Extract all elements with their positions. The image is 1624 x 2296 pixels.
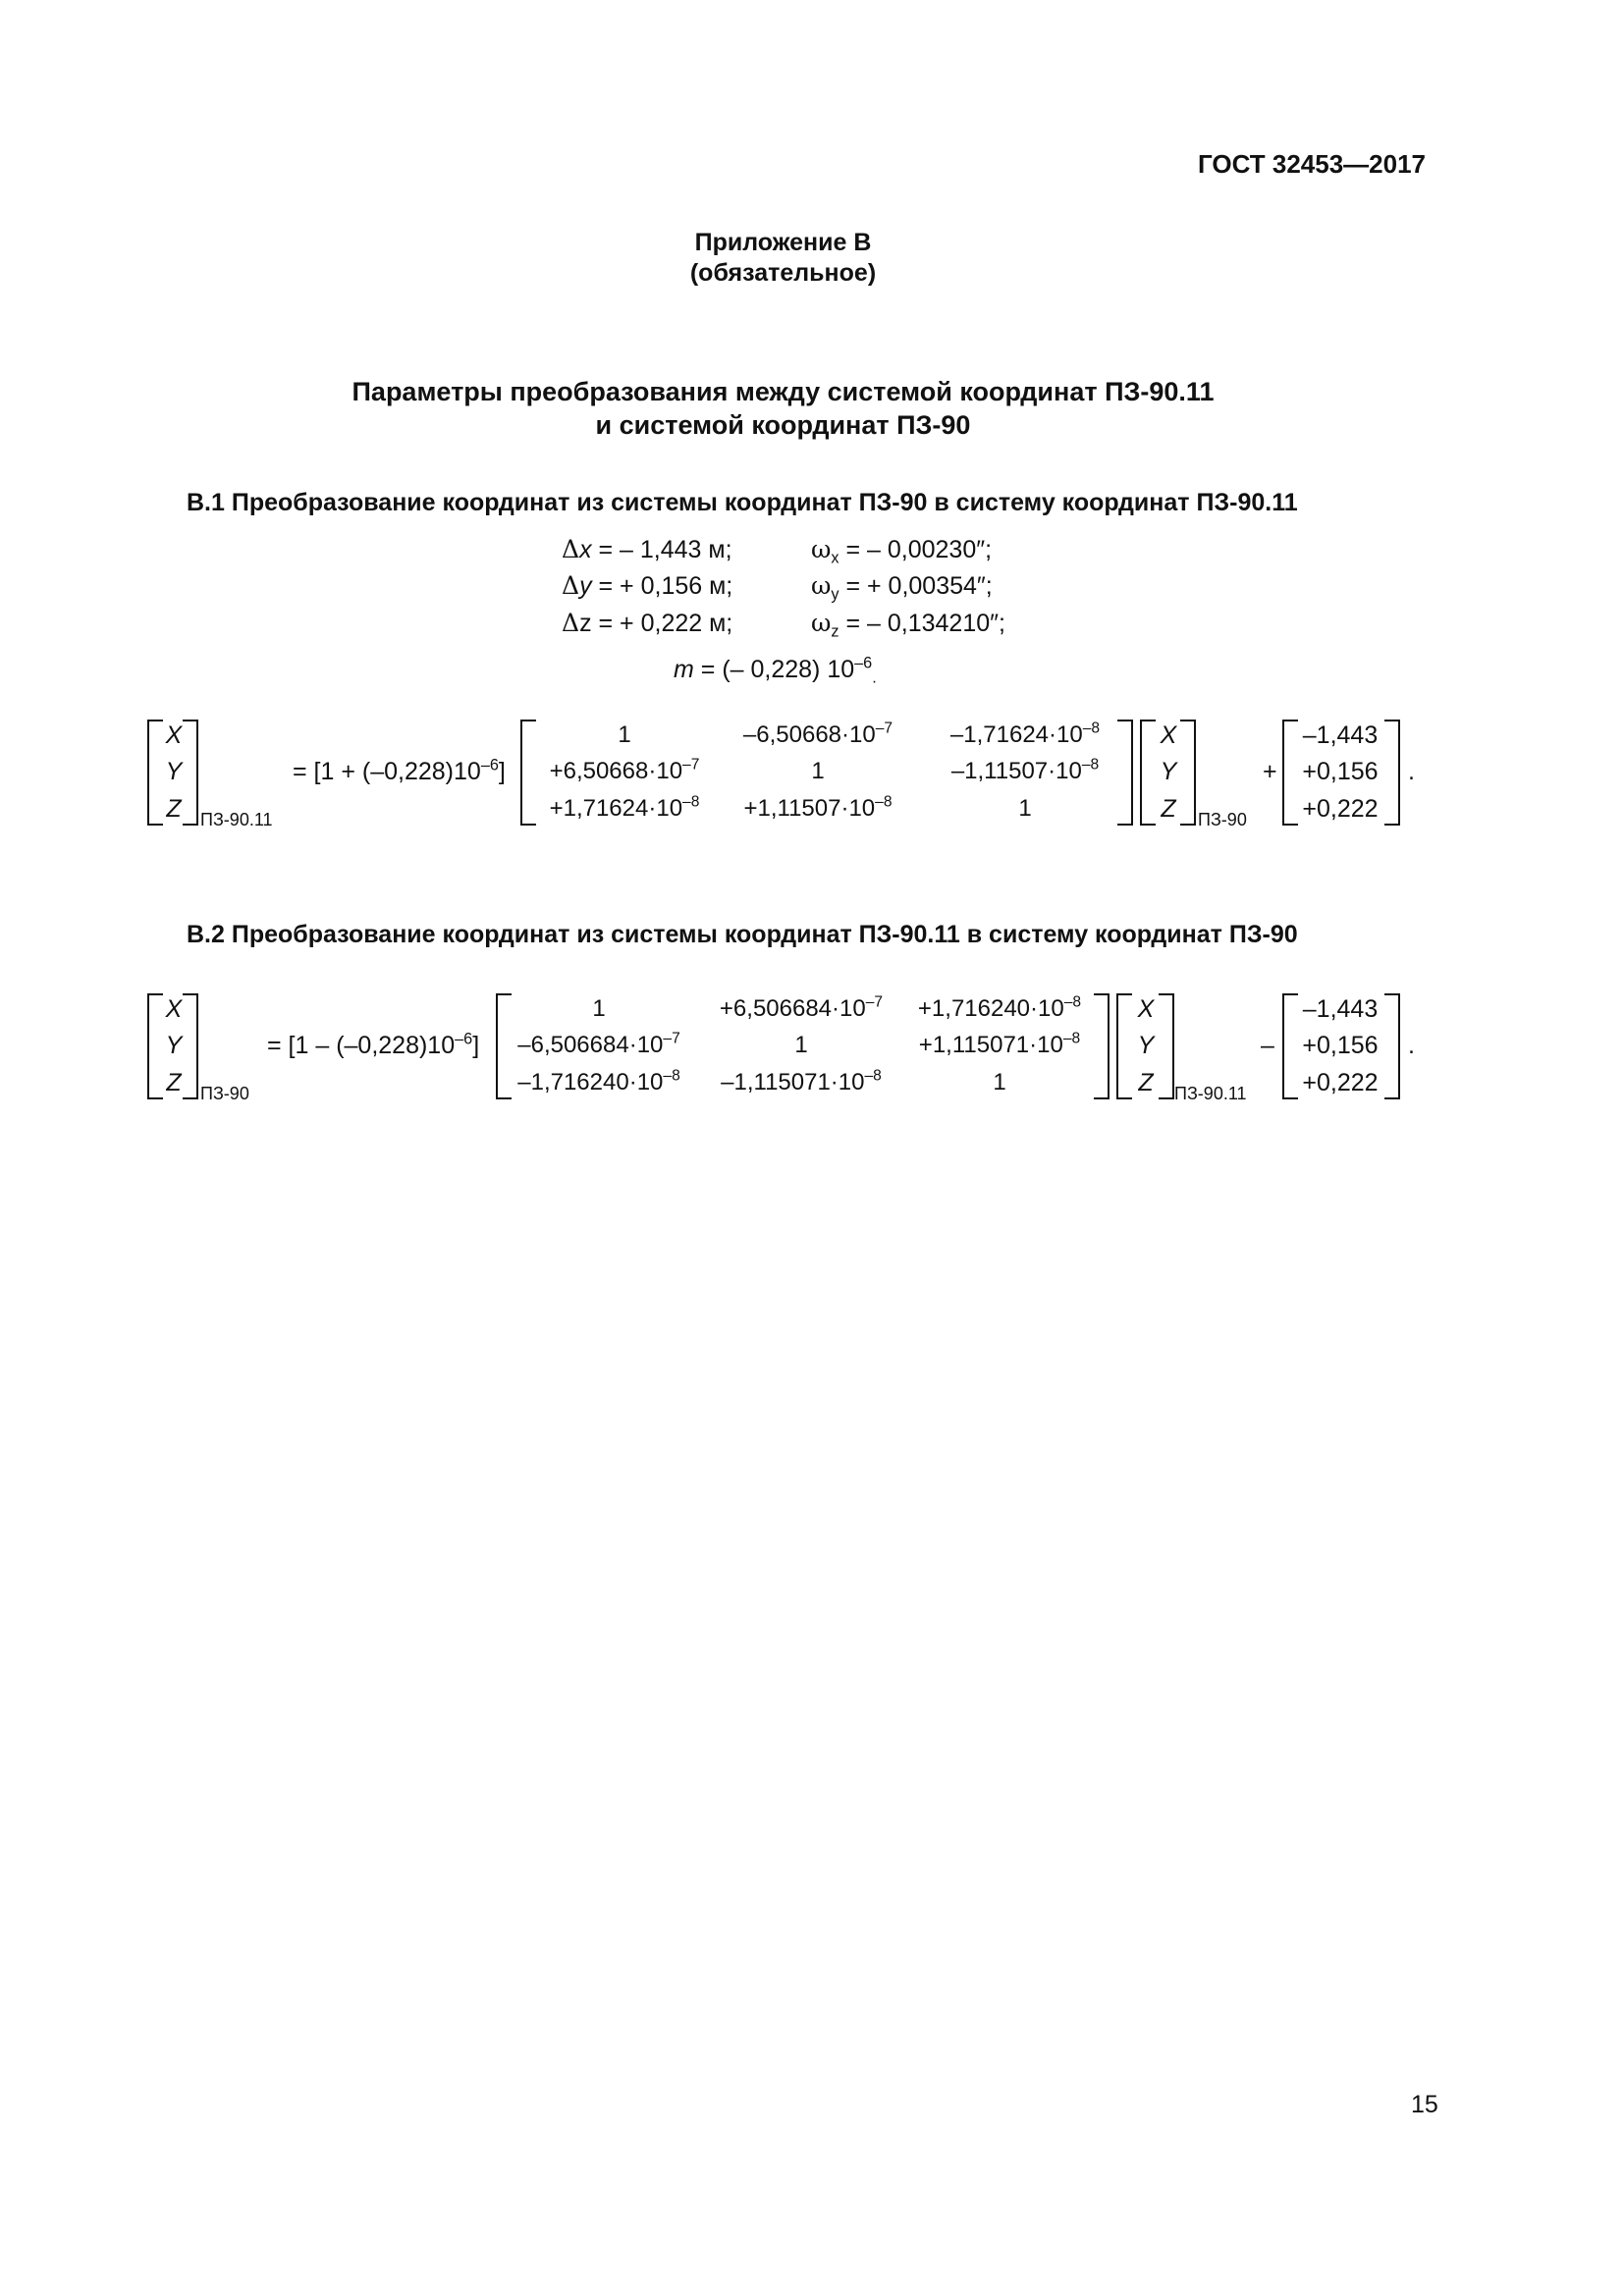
matrix-cell: 1 xyxy=(592,995,606,1022)
lhs-z: Z xyxy=(166,795,182,823)
appendix-title: Приложение В xyxy=(694,229,872,256)
omega-symbol: ω xyxy=(811,609,832,637)
rhs-x: X xyxy=(1137,995,1155,1023)
shift-dx: –1,443 xyxy=(1302,721,1379,749)
shift-dx: –1,443 xyxy=(1302,995,1379,1023)
lhs-subscript: ПЗ-90 xyxy=(200,1084,249,1103)
lhs-x: X xyxy=(165,721,183,749)
lhs-y: Y xyxy=(165,758,183,785)
section-b2-heading: В.2 Преобразование координат из системы координат ПЗ-90.11 в систему координат ПЗ-90 xyxy=(187,921,1298,948)
matrix-cell: 1 xyxy=(993,1069,1006,1095)
bracket-right xyxy=(1384,993,1400,1099)
matrix-cell: $-1,716240\cdot 10^{-8}$ xyxy=(517,1067,680,1095)
omega-symbol: ω xyxy=(811,571,832,600)
minus-operator: – xyxy=(1261,1032,1274,1059)
matrix-cell: $+6,50668\cdot 10^{-7}$ xyxy=(549,756,700,784)
page-number: 15 xyxy=(1411,2091,1438,2118)
appendix-status: (обязательное) xyxy=(689,259,877,287)
matrix-cell: $-6,506684\cdot 10^{-7}$ xyxy=(517,1030,680,1058)
shift-dy: +0,156 xyxy=(1302,1032,1379,1059)
plus-operator: + xyxy=(1263,758,1277,785)
shift-dy: +0,156 xyxy=(1302,758,1379,785)
delta-symbol: Δ xyxy=(562,535,580,563)
lhs-y: Y xyxy=(165,1032,183,1059)
section-title-line2: и системой координат ПЗ-90 xyxy=(595,410,971,440)
matrix-cell: 1 xyxy=(811,758,825,784)
section-b1-heading: В.1 Преобразование координат из системы координат ПЗ-90 в систему координат ПЗ-90.11 xyxy=(187,489,1298,516)
param-wz: $\omega_z$ = – 0,134210″; xyxy=(811,609,1005,641)
rhs-z: Z xyxy=(1161,795,1176,823)
matrix-bracket-right xyxy=(1117,720,1133,826)
matrix-cell: 1 xyxy=(618,721,631,748)
lhs-x: X xyxy=(165,995,183,1023)
param-m: m = (– 0,228) $10^{-6}_.$ xyxy=(674,654,877,687)
matrix-cell: $-1,115071\cdot 10^{-8}$ xyxy=(721,1067,882,1095)
matrix-cell: 1 xyxy=(794,1032,808,1058)
lhs-z: Z xyxy=(166,1069,182,1096)
section-title-line1: Параметры преобразования между системой координат ПЗ-90.11 xyxy=(352,377,1215,406)
matrix-cell: $+1,71624\cdot 10^{-8}$ xyxy=(549,793,700,822)
rhs-y: Y xyxy=(1160,758,1177,785)
delta-symbol: Δ xyxy=(562,609,580,637)
matrix-cell: $+1,716240\cdot 10^{-8}$ xyxy=(917,993,1082,1022)
shift-dz: +0,222 xyxy=(1302,1069,1379,1096)
lhs-subscript: ПЗ-90.11 xyxy=(200,810,273,829)
formula-end-period: . xyxy=(1408,758,1415,785)
param-dx: Δx = – 1,443 м; xyxy=(562,535,732,563)
rhs-subscript: ПЗ-90 xyxy=(1198,810,1247,829)
omega-symbol: ω xyxy=(811,535,832,563)
matrix-cell: $-1,11507\cdot 10^{-8}$ xyxy=(950,756,1100,784)
matrix-cell: $+1,115071\cdot 10^{-8}$ xyxy=(918,1030,1081,1058)
formula-end-period: . xyxy=(1408,1032,1415,1059)
matrix-cell: $+1,11507\cdot 10^{-8}$ xyxy=(743,793,893,822)
matrix-bracket-left xyxy=(520,720,536,826)
param-dy: Δy = + 0,156 м; xyxy=(562,571,733,600)
param-wy: $\omega_y$ = + 0,00354″; xyxy=(811,571,993,604)
param-wx: $\omega_x$ = – 0,00230″; xyxy=(811,535,993,567)
rhs-subscript: ПЗ-90.11 xyxy=(1174,1084,1247,1103)
rhs-z: Z xyxy=(1138,1069,1154,1096)
matrix-cell: $+6,506684\cdot 10^{-7}$ xyxy=(719,993,884,1022)
matrix-bracket-right xyxy=(1094,993,1110,1099)
delta-symbol: Δ xyxy=(562,571,580,600)
rhs-x: X xyxy=(1160,721,1177,749)
matrix-cell: 1 xyxy=(1018,795,1032,822)
scale-factor: = $[1 - (-0,228)10^{-6}]$ xyxy=(267,1030,480,1059)
matrix-cell: $-6,50668\cdot 10^{-7}$ xyxy=(742,720,893,748)
document-number: ГОСТ 32453—2017 xyxy=(1198,149,1426,179)
scale-factor: = $[1 + (-0,228)10^{-6}]$ xyxy=(293,756,506,785)
shift-dz: +0,222 xyxy=(1302,795,1379,823)
matrix-cell: $-1,71624\cdot 10^{-8}$ xyxy=(949,720,1101,748)
rhs-y: Y xyxy=(1137,1032,1155,1059)
param-dz: Δz = + 0,222 м; xyxy=(562,609,733,637)
bracket-right xyxy=(1384,720,1400,826)
